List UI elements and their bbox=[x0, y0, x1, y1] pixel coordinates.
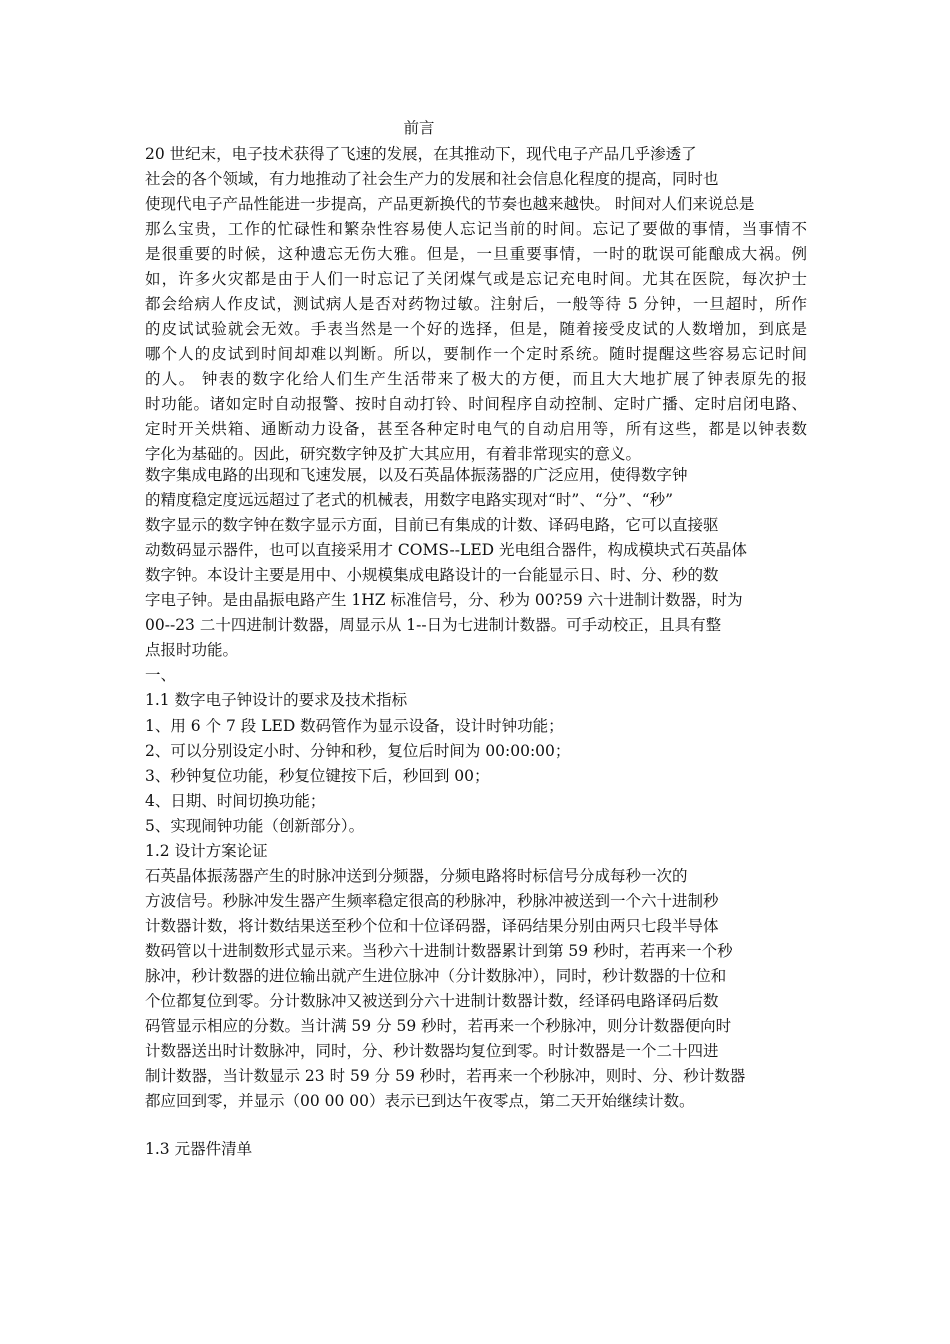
preface-line: 的人。 钟表的数字化给人们生产生活带来了极大的方便，而且大大地扩展了钟表原先的报 bbox=[145, 370, 807, 388]
preface-line: 如，许多火灾都是由于人们一时忘记了关闭煤气或是忘记充电时间。尤其在医院，每次护士 bbox=[145, 270, 807, 288]
scheme-line: 计数器送出时计数脉冲，同时，分、秒计数器均复位到零。时计数器是一个二十四进 bbox=[145, 1042, 719, 1060]
section-heading: 1.1 数字电子钟设计的要求及技术指标 bbox=[145, 691, 408, 709]
paragraph-line: 数字钟。本设计主要是用中、小规模集成电路设计的一台能显示日、时、分、秒的数 bbox=[145, 566, 719, 584]
paragraph-line: 的精度稳定度远远超过了老式的机械表，用数字电路实现对“时”、“分”、“秒” bbox=[145, 491, 674, 509]
preface-line: 定时开关烘箱、通断动力设备，甚至各种定时电气的自动启用等，所有这些，都是以钟表数 bbox=[145, 420, 807, 438]
requirement-item: 5、实现闹钟功能（创新部分）。 bbox=[145, 817, 365, 835]
preface-line: 字化为基础的。因此，研究数字钟及扩大其应用，有着非常现实的意义。 bbox=[145, 445, 642, 463]
preface-line: 的皮试试验就会无效。手表当然是一个好的选择，但是，随着接受皮试的人数增加，到底是 bbox=[145, 320, 807, 338]
scheme-line: 码管显示相应的分数。当计满 59 分 59 秒时，若再来一个秒脉冲，则分计数器便向时 bbox=[145, 1017, 732, 1035]
preface-line: 都会给病人作皮试，测试病人是否对药物过敏。注射后，一般等待 5 分钟，一旦超时，所作 bbox=[145, 295, 807, 313]
scheme-line: 个位都复位到零。分计数脉冲又被送到分六十进制计数器计数，经译码电路译码后数 bbox=[145, 992, 719, 1010]
scheme-line: 计数器计数，将计数结果送至秒个位和十位译码器，译码结果分别由两只七段半导体 bbox=[145, 917, 719, 935]
preface-line: 是很重要的时候，这种遗忘无伤大雅。但是，一旦重要事情，一时的耽误可能酿成大祸。例 bbox=[145, 245, 807, 263]
paragraph-line: 数字显示的数字钟在数字显示方面，目前已有集成的计数、译码电路，它可以直接驱 bbox=[145, 516, 719, 534]
requirement-item: 4、日期、时间切换功能； bbox=[145, 792, 326, 810]
paragraph-line: 00--23 二十四进制计数器，周显示从 1--日为七进制计数器。可手动校正，且具有整 bbox=[145, 616, 722, 634]
requirement-item: 2、可以分别设定小时、分钟和秒，复位后时间为 00:00:00； bbox=[145, 742, 571, 760]
scheme-line: 石英晶体振荡器产生的时脉冲送到分频器，分频电路将时标信号分成每秒一次的 bbox=[145, 867, 688, 885]
page-title: 前言 bbox=[403, 119, 435, 137]
scheme-line: 脉冲，秒计数器的进位输出就产生进位脉冲（分计数脉冲），同时，秒计数器的十位和 bbox=[145, 967, 727, 985]
preface-line: 时功能。诸如定时自动报警、按时自动打铃、时间程序自动控制、定时广播、定时启闭电路、 bbox=[145, 395, 807, 413]
requirement-item: 1、用 6 个 7 段 LED 数码管作为显示设备，设计时钟功能； bbox=[145, 717, 564, 735]
preface-line: 使现代电子产品性能进一步提高，产品更新换代的节奏也越来越快。 时间对人们来说总是 bbox=[145, 195, 755, 213]
section-heading: 1.3 元器件清单 bbox=[145, 1140, 253, 1158]
preface-line: 那么宝贵，工作的忙碌性和繁杂性容易使人忘记当前的时间。忘记了要做的事情，当事情不 bbox=[145, 220, 807, 238]
scheme-line: 方波信号。秒脉冲发生器产生频率稳定很高的秒脉冲，秒脉冲被送到一个六十进制秒 bbox=[145, 892, 719, 910]
chapter-mark: 一、 bbox=[145, 666, 177, 684]
section-heading: 1.2 设计方案论证 bbox=[145, 842, 268, 860]
preface-line: 哪个人的皮试到时间却难以判断。所以，要制作一个定时系统。随时提醒这些容易忘记时间 bbox=[145, 345, 807, 363]
scheme-line: 都应回到零，并显示（00 00 00）表示已到达午夜零点，第二天开始继续计数。 bbox=[145, 1092, 695, 1110]
paragraph-line: 数字集成电路的出现和飞速发展，以及石英晶体振荡器的广泛应用，使得数字钟 bbox=[145, 466, 688, 484]
scheme-line: 制计数器，当计数显示 23 时 59 分 59 秒时，若再来一个秒脉冲，则时、分、秒计数器 bbox=[145, 1067, 746, 1085]
paragraph-line: 字电子钟。是由晶振电路产生 1HZ 标准信号，分、秒为 00?59 六十进制计数器，时为 bbox=[145, 591, 743, 609]
preface-line: 社会的各个领域，有力地推动了社会生产力的发展和社会信息化程度的提高，同时也 bbox=[145, 170, 719, 188]
scheme-line: 数码管以十进制数形式显示来。当秒六十进制计数器累计到第 59 秒时，若再来一个秒 bbox=[145, 942, 733, 960]
requirement-item: 3、秒钟复位功能，秒复位键按下后，秒回到 00； bbox=[145, 767, 490, 785]
paragraph-line: 动数码显示器件，也可以直接采用才 COMS--LED 光电组合器件，构成模块式石英晶体 bbox=[145, 541, 747, 559]
preface-line: 20 世纪末，电子技术获得了飞速的发展，在其推动下，现代电子产品几乎渗透了 bbox=[145, 145, 697, 163]
paragraph-line: 点报时功能。 bbox=[145, 641, 239, 659]
